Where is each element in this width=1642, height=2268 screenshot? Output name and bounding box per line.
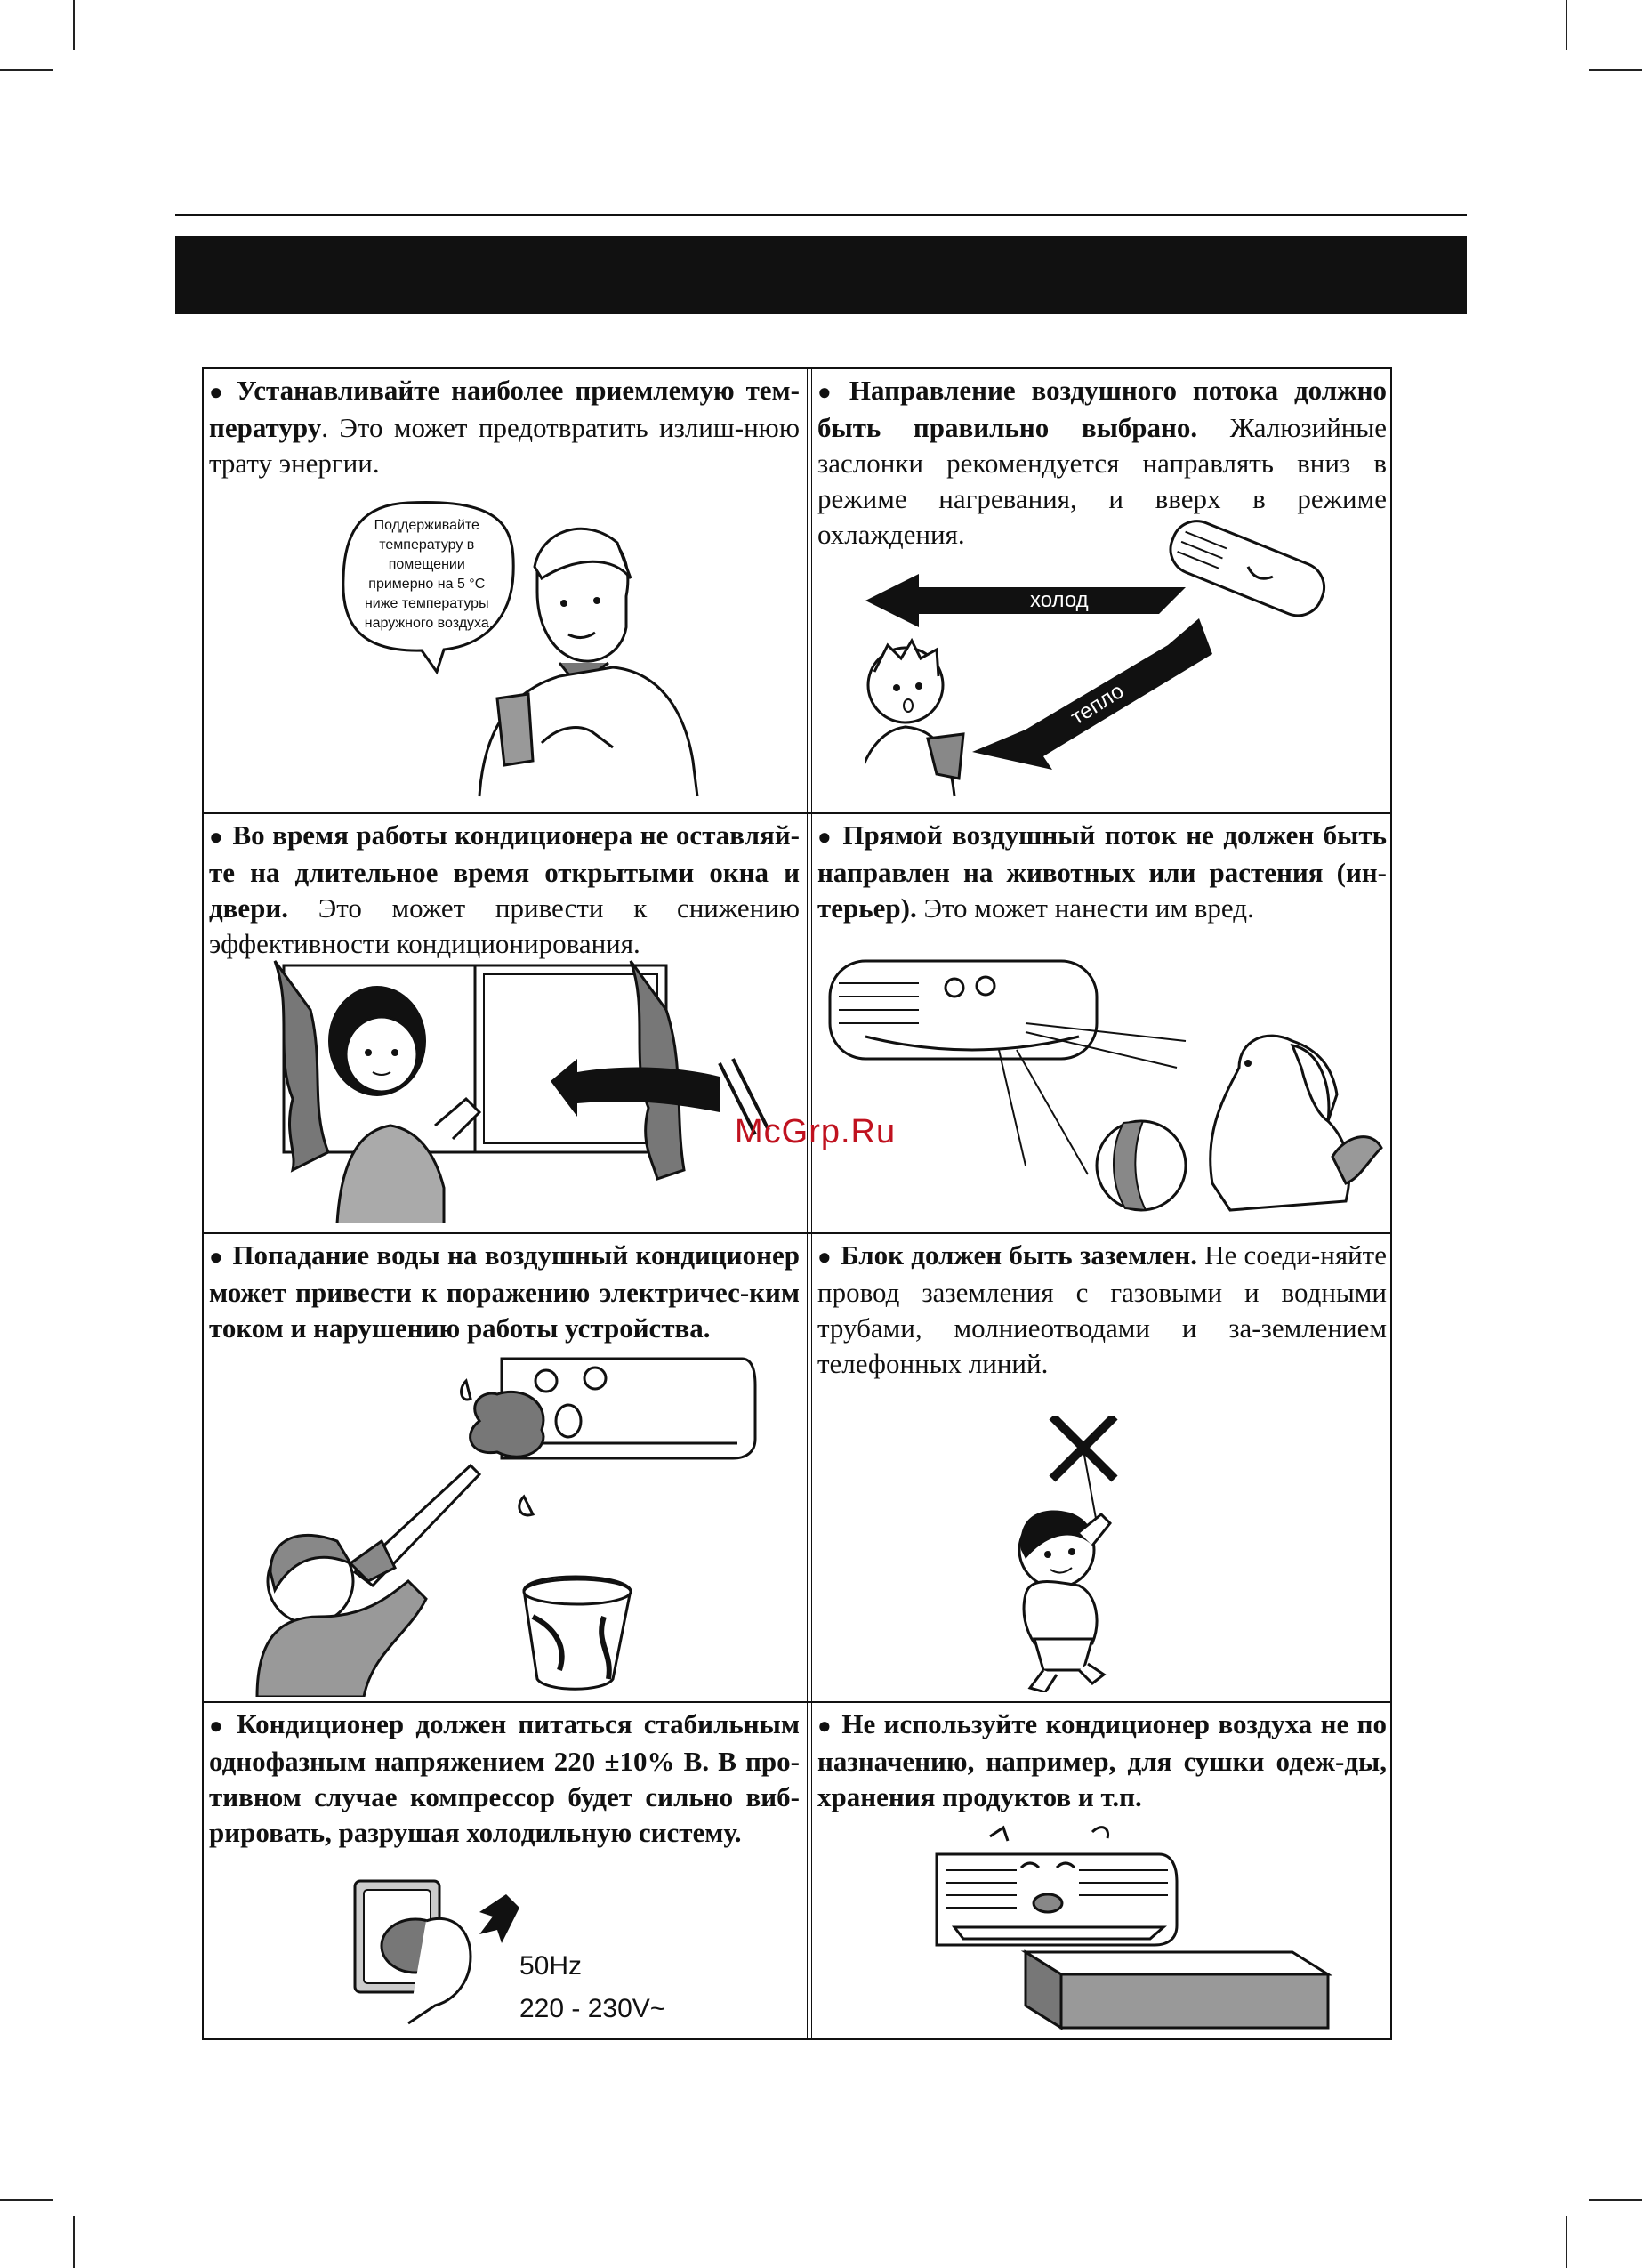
bullet-icon: ●: [817, 1244, 833, 1270]
frequency-label: 50Hz: [519, 1951, 583, 1981]
ac-dog-ball-illustration: [821, 943, 1390, 1228]
tip-cell-animals-plants: [812, 814, 1392, 1232]
child-grounding-illustration: [990, 1416, 1221, 1692]
tip-cell-misuse: [812, 1703, 1392, 2040]
bullet-icon: ●: [817, 379, 841, 405]
person-thermostat-illustration: [275, 494, 791, 805]
water-spray-illustration: [230, 1350, 782, 1697]
tip-text: ● Устанавливайте наиболее приемлемую тем-пературу. Это может предотвратить излиш-нюю трату энергии.: [209, 375, 800, 479]
crop-mark: [0, 69, 53, 71]
bullet-icon: ●: [817, 824, 834, 850]
tip-text: ● Кондиционер должен питаться стабильным однофазным напряжением 220 ±10% В. В про-тивном случае компрессор будет сильно виб-рировать, разрушая холодильную систему.: [209, 1708, 800, 1848]
watermark: McGrp.Ru: [735, 1113, 897, 1150]
bullet-icon: ●: [209, 379, 228, 405]
crop-mark: [0, 2199, 53, 2201]
tip-text: ● Прямой воздушный поток не должен быть направлен на животных или растения (ин-терьер). Это может нанести им вред.: [817, 819, 1387, 924]
warm-label: тепло: [1066, 679, 1129, 730]
tip-text: ● Во время работы кондиционера не оставляй-те на длительное время открытыми окна и двери. Это может привести к снижению эффективности кондиционирования.: [209, 819, 800, 959]
tip-text: ● Не используйте кондиционер воздуха не по назначению, например, для сушки одеж-ды, хранения продуктов и т.п.: [817, 1708, 1387, 1812]
tip-text: ● Блок должен быть заземлен. Не соеди-няйте провод заземления с газовыми и водными трубами, молниеотводами и за-землением телефонных линий.: [817, 1239, 1387, 1379]
bullet-icon: ●: [209, 824, 224, 850]
tip-cell-grounding: [812, 1234, 1392, 1701]
section-banner: [175, 236, 1467, 314]
power-outlet-illustration: [346, 1868, 684, 2037]
crop-mark: [1589, 69, 1642, 71]
tip-cell-voltage: [204, 1703, 807, 2040]
open-window-illustration: [257, 956, 791, 1223]
tip-cell-temperature: [204, 369, 807, 812]
crop-mark: [73, 0, 75, 50]
tip-cell-water: [204, 1234, 807, 1701]
tips-grid: [202, 367, 1392, 2040]
svg-text:Поддерживайте температ: Поддерживайте температуру в помещении примерно на 5 °C ниже температуры наружного воздуха.: [364, 518, 494, 631]
bullet-icon: ●: [209, 1244, 224, 1270]
crop-mark: [73, 2216, 75, 2268]
tip-text: ● Направление воздушного потока должно быть правильно выбрано. Жалюзийные заслонки рекомендуется направлять вниз в режиме нагревания, и вверх в режиме охлаждения.: [817, 375, 1387, 550]
bullet-icon: ●: [209, 1713, 229, 1739]
crop-mark: [1566, 2216, 1567, 2268]
voltage-label: 220 - 230V~: [519, 1994, 666, 2023]
cold-label: холод: [1030, 588, 1089, 612]
tip-cell-windows: [204, 814, 807, 1232]
bullet-icon: ●: [817, 1713, 833, 1739]
crop-mark: [1589, 2199, 1642, 2201]
tip-text: ● Попадание воды на воздушный кондиционер может привести к поражению электричес-ким током и нарушению работы устройства.: [209, 1239, 800, 1344]
ac-misuse-illustration: [919, 1819, 1346, 2037]
header-rule: [175, 214, 1467, 216]
crop-mark: [1566, 0, 1567, 50]
airflow-illustration: [865, 512, 1381, 805]
tip-cell-airflow: [812, 369, 1392, 812]
